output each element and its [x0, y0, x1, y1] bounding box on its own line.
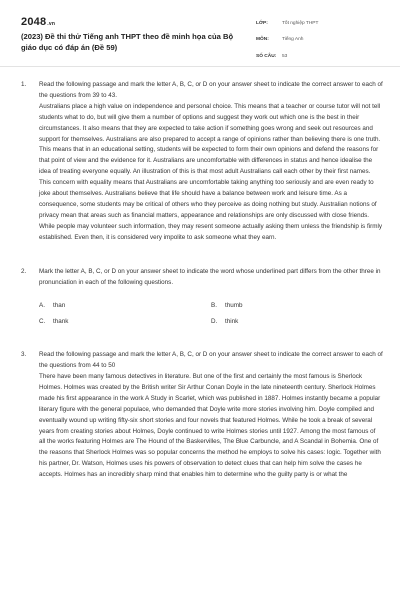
option-text: thank — [53, 317, 69, 325]
site-logo[interactable] — [21, 16, 55, 28]
question-number: 3. — [21, 351, 27, 359]
meta-count-key: SỐ CÂU: — [256, 53, 277, 59]
question-body — [39, 80, 383, 244]
option-text: thumb — [225, 301, 243, 309]
option-letter: B. — [211, 301, 217, 309]
option-letter: C. — [39, 317, 46, 325]
meta-subject-value: Tiếng Anh — [282, 37, 304, 43]
question-instruction: Read the following passage and mark the letter A, B, C, or D on your answer sheet to indicate the correct answer to each of the questions from 39 to 43. — [39, 81, 383, 99]
question-body — [39, 267, 383, 289]
logo-suffix: .vn — [47, 21, 56, 27]
reading-passage: There have been many famous detectives in literature. But one of the first and certainly the most famous is Sherlock Holmes. Holmes was created by the British writer Sir Arthur Conan Doyle in the late nineteenth century. Sherlock Holmes made his first appearance in the work A Study in Scarlet, which was published in 1887. Holmes instantly became a popular literary figure with the general populace, who demanded that Doyle write more stories involving him. Doyle compiled and eventually wound up writing fifty-six short stories and four novels that featured Holmes. While he took a break of several years from creating stories about Holmes, Doyle continued to write Holmes stories until 1927. Among the most famous of all the works featuring Holmes are The Hound of the Baskervilles, The Blue Carbuncle, and A Scandal in Bohemia. One of the reasons that Sherlock Holmes was so popular concerns the method he employs to solve his cases: logic. Together with his partner, Dr. Watson, Holmes uses his powers of observation to detect clues that can help him solve the cases he accepts. Holmes has an incredibly sharp mind that enables him to determine who the guilty party is or what the — [39, 373, 381, 479]
question-list — [21, 80, 383, 481]
question-number: 2. — [21, 267, 27, 275]
question-instruction: Mark the letter A, B, C, or D on your answer sheet to indicate the word whose underlined part differs from the other three in pronunciation in each of the following questions. — [39, 267, 381, 286]
option-a[interactable] — [39, 298, 211, 314]
logo-text: 2048 — [21, 16, 47, 28]
option-letter: D. — [211, 317, 218, 325]
meta-class-row — [256, 15, 386, 32]
reading-passage: Australians place a high value on independence and personal choice. This means that a teacher or course tutor will not tell students what to do, but will give them a number of options and suggest they work out which one is the best in their circumstances. It also means that they are expected to take action if something goes wrong and seek out resources and support for themselves. Australians are also prepared to accept a range of opinions rather than believing there is one truth. This means that in an educational setting, students will be expected to form their own opinions and defend the reasons for that point of view and the evidence for it. Australians are uncomfortable with differences in status and hence idealise the idea of treating everyone equally. An illustration of this is that most adult Australians call each other by their first names. This concern with equality means that Australians are uncomfortable taking anything too seriously and are even ready to joke about themselves. Australians believe that life should have a balance between work and leisure time. As a consequence, some students may be critical of others who they perceive as doing nothing but study. Australian notions of privacy mean that areas such as financial matters, appearance and relationships are only discussed with close friends. While people may volunteer such information, they may resent someone actually asking them unless the friendship is firmly established. Even then, it is considered very impolite to ask someone what they earn. — [39, 102, 382, 241]
question-3 — [21, 350, 383, 481]
answer-options — [39, 298, 383, 330]
option-c[interactable] — [39, 314, 211, 330]
question-2 — [21, 267, 383, 331]
question-1 — [21, 80, 383, 244]
question-body — [39, 350, 383, 481]
meta-subject-row — [256, 32, 386, 49]
page-header — [0, 0, 400, 67]
option-letter: A. — [39, 301, 45, 309]
question-instruction: Read the following passage and mark the letter A, B, C, or D on your answer sheet to indicate the correct answer to each of the questions from 44 to 50 — [39, 351, 383, 370]
meta-count-row — [256, 48, 386, 65]
question-number: 1. — [21, 81, 27, 88]
meta-class-key: LỚP: — [256, 20, 268, 26]
option-text: think — [225, 317, 239, 325]
meta-subject-key: MÔN: — [256, 37, 269, 43]
option-d[interactable] — [211, 314, 383, 330]
exam-title: (2023) Đề thi thử Tiếng anh THPT theo đề minh họa của Bộ giáo dục có đáp án (Đề 59) — [21, 32, 234, 52]
meta-count-value: 53 — [282, 53, 288, 59]
exam-meta — [256, 15, 386, 65]
option-text: than — [53, 301, 66, 309]
meta-class-value: Tốt nghiệp THPT — [282, 20, 319, 26]
option-b[interactable] — [211, 298, 383, 314]
